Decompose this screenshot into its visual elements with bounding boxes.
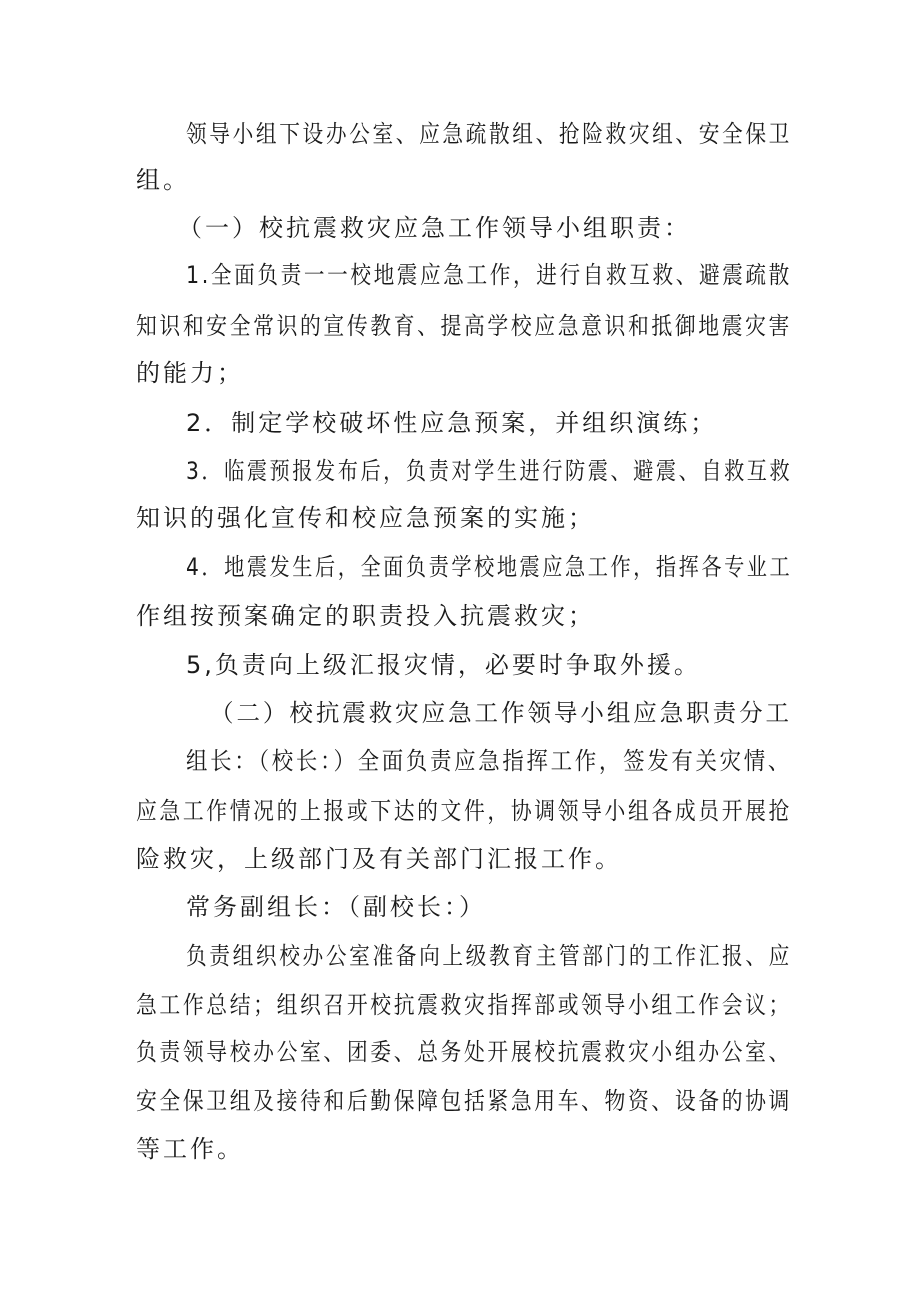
text-line: 的能力； xyxy=(136,359,244,387)
text-line: 等工作。 xyxy=(136,1135,244,1163)
text-line: 1.全面负责一一校地震应急工作，进行自救互救、避震疏散 xyxy=(186,261,792,289)
text-line: 5,负责向上级汇报灾情，必要时争取外援。 xyxy=(186,651,701,679)
text-line: 3．临震预报发布后，负责对学生进行防震、避震、自救互救 xyxy=(186,457,793,485)
text-line: 急工作总结；组织召开校抗震救灾指挥部或领导小组工作会议； xyxy=(136,991,792,1019)
text-line: 组。 xyxy=(136,166,190,194)
text-line: 2．制定学校破坏性应急预案，并组织演练； xyxy=(186,409,718,437)
text-line: 领导小组下设办公室、应急疏散组、抢险救灾组、安全保卫 xyxy=(186,120,792,148)
text-line: 常务副组长：（副校长：） xyxy=(186,893,486,921)
text-line: 安全保卫组及接待和后勤保障包括紧急用车、物资、设备的协调 xyxy=(136,1087,792,1115)
section-heading: （二）校抗震救灾应急工作领导小组应急职责分工 xyxy=(210,699,793,727)
text-line: 4．地震发生后，全面负责学校地震应急工作，指挥各专业工 xyxy=(186,553,793,581)
text-line: 组长：（校长：）全面负责应急指挥工作，签发有关灾情、 xyxy=(186,747,792,775)
section-heading: （一）校抗震救灾应急工作领导小组职责： xyxy=(178,214,691,242)
text-line: 负责组织校办公室准备向上级教育主管部门的工作汇报、应 xyxy=(186,942,792,970)
text-line: 险救灾，上级部门及有关部门汇报工作。 xyxy=(136,845,622,873)
text-line: 知识和安全常识的宣传教育、提高学校应急意识和抵御地震灾害 xyxy=(136,312,792,340)
text-line: 负责领导校办公室、团委、总务处开展校抗震救灾小组办公室、 xyxy=(136,1038,792,1066)
text-line: 应急工作情况的上报或下达的文件，协调领导小组各成员开展抢 xyxy=(136,797,792,825)
text-line: 作组按预案确定的职责投入抗震救灾； xyxy=(136,602,595,630)
text-line: 知识的强化宣传和校应急预案的实施； xyxy=(136,504,595,532)
